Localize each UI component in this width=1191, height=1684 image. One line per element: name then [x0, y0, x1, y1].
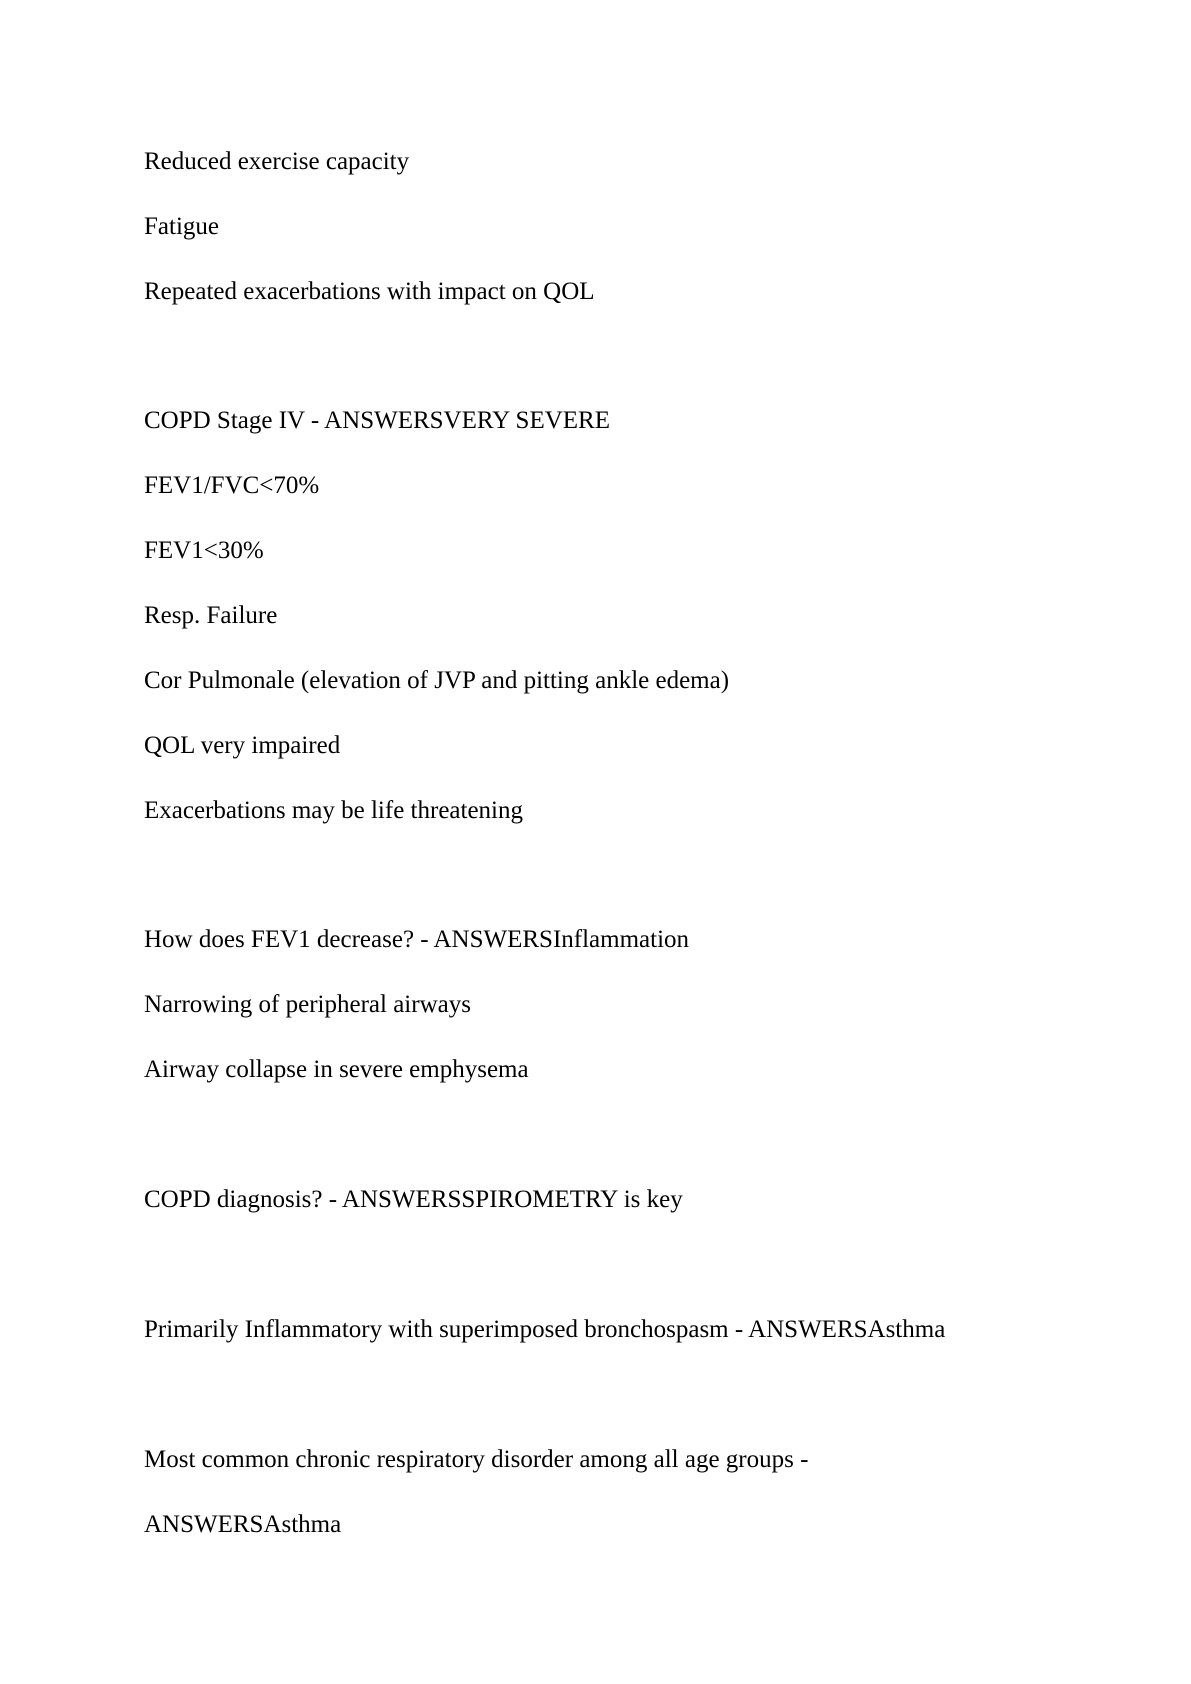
text-line: Repeated exacerbations with impact on QOL [144, 278, 595, 305]
text-line: ANSWERSAsthma [144, 1511, 342, 1538]
text-line: Cor Pulmonale (elevation of JVP and pitting ankle edema) [144, 667, 730, 694]
text-line: Narrowing of peripheral airways [144, 991, 471, 1018]
text-line: FEV1/FVC<70% [144, 472, 320, 499]
text-line: FEV1<30% [144, 537, 264, 564]
text-line: How does FEV1 decrease? - ANSWERSInflammation [144, 926, 690, 953]
text-line: Exacerbations may be life threatening [144, 797, 524, 824]
text-line: QOL very impaired [144, 732, 341, 759]
text-line: COPD Stage IV - ANSWERSVERY SEVERE [144, 407, 611, 434]
text-line: Fatigue [144, 213, 219, 240]
text-line: Airway collapse in severe emphysema [144, 1056, 529, 1083]
text-line: Most common chronic respiratory disorder among all age groups - [144, 1446, 809, 1473]
text-line: Primarily Inflammatory with superimposed bronchospasm - ANSWERSAsthma [144, 1316, 946, 1343]
text-line: Resp. Failure [144, 602, 278, 629]
text-line: COPD diagnosis? - ANSWERSSPIROMETRY is key [144, 1186, 683, 1213]
text-line: Reduced exercise capacity [144, 148, 410, 175]
